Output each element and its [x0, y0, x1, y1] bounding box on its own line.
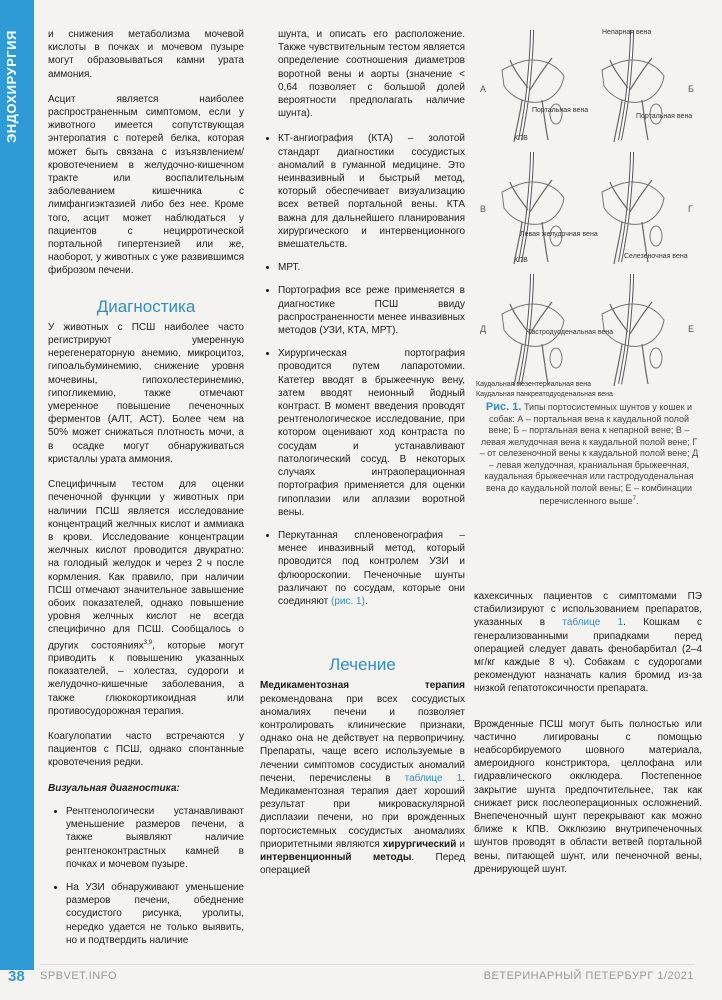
figure-link[interactable]: (рис. 1) [331, 595, 365, 607]
list-item: • Перкутанная спленовенография – менее инвазивный метод, который проводится под контролем УЗИ и флюороскопии. Печеночные шунты различают по сосудам, которые они соединяют (рис. 1). [278, 529, 465, 608]
list-item: • МРТ. [278, 261, 465, 274]
figure-label: Каудальная мезентериальная вена [476, 381, 592, 388]
paragraph: Коагулопатии часто встречаются у пациентов с ПСШ, однако спонтанные кровотечения редки. [48, 731, 244, 769]
paragraph: и снижения метаболизма мочевой кислоты в почках и мочевом пузыре могут образовываться камни урата аммония. [48, 29, 244, 80]
figure-label: Левая желудочная вена [520, 231, 598, 238]
table-link[interactable]: таблице 1 [562, 617, 624, 629]
list-item: • Хирургическая портография проводится путем лапаротомии. Катетер вводят в брыжеечную вену, затем вводят неионный йодный контраст. В момент введения проводят рентгенологическое исследование, при котором оценивают ход контраста по сосудам и устанавливают патологический сосуд. В некоторых случаях интраоперационная портография применяется для оценки гипоплазии или аплазии воротной вены. [278, 347, 465, 519]
paragraph: Врожденные ПСШ могут быть полностью или частично лигированы с помощью неабсорбируемого шовного материала, амероидного констриктора, целлофана или гидравлического окклюдера. Постепенное закрытие шунта предпочтительнее, так как снижает риск послеоперационных осложнений. Внепеченочный шунт перекрывают как можно ближе к КПВ. Окклюзию внутрипеченочных шунтов проводят в области ветвей портальной вены, питающей шунт, или печеночной вены, дренирующей шунт. [474, 718, 702, 875]
table-link[interactable]: таблице 1 [404, 772, 463, 784]
section-sidebar [0, 0, 34, 970]
figure-label: Портальная вена [532, 107, 589, 114]
figure-caption-label: Рис. 1. [485, 401, 522, 413]
column-2 [260, 28, 465, 889]
figure-panel-label: В [480, 204, 487, 214]
site-link[interactable]: SPBVET.INFO [40, 970, 118, 982]
figure-label: Селезеночная вена [624, 253, 688, 260]
heading-diagnostics: Диагностика [96, 296, 196, 316]
citation: 3,9 [143, 639, 153, 646]
paragraph: шунта, и описать его расположение. Также чувствительным тестом является определение соотношения диаметров воротной вены и аорты (значение < 0,64 позволяет с большой долей вероятности предполагать наличие шунта). [278, 29, 465, 120]
paragraph: Асцит является наиболее распространенным симптомом, если у животного имеется сопутствующая энтеропатия с потерей белка, которая может быть связана с изъязвлением/кровотечением в желудочно-кишечном тракте или воспалительным заболеванием кишечника с лимфангиэктазией либо без нее. Кроме того, асцит может наблюдаться у пациентов с нецирротической портальной гипертензией или же, наоборот, у животных с уже развившимся фиброзом печени. [48, 93, 244, 277]
heading-treatment: Лечение [329, 655, 396, 675]
paragraph: Медикаментозная терапия рекомендована при всех сосудистых аномалиях печени и позволяет контролировать клинические признаки, однако она не действует на первопричину. Препараты, чаще всего используемые в лечении симптомов сосудистых аномалий печени, перечислены в таблице 1. Медикаментозная терапия дает хороший результат при микроваскулярной дисплазии печени, но при врожденных портосистемных сосудистых аномалиях приоритетными являются хирургический и интервенционный методы. Перед операцией [260, 680, 466, 877]
list-item: • Портография все реже применяется в диагностике ПСШ ввиду распространенности менее инвазивных методов (УЗИ, КТА, МРТ). [278, 284, 465, 337]
figure-label: Каудальная панкреатодуоденальная вена [476, 391, 613, 398]
list-item: • Рентгенологически устанавливают уменьшение размеров печени, а также выявляют наличие рентгеноконтрастных камней в почках и мочевом пузыре. [66, 805, 244, 871]
figure-caption: Рис. 1. Типы портосистемных шунтов у кошек и собак: А – портальная вена к каудальной полой вене; Б – портальная вена к непарной вене; В – левая желудочная вена к каудальной полой вене; Г – от селезеночной вены к каудальной полой вене; Д – левая желудочная, краниальная брыжеечная, каудальная брыжеечная или гастродуоденальная вена до каудальной полой вены; Е – комбинации перечисленного выше$^7$. [479, 401, 699, 506]
page-number: 38 [8, 968, 25, 985]
figure-panel-label: Е [688, 324, 695, 334]
column-1 [48, 28, 244, 957]
subheading-visual: Визуальная диагностика: [48, 782, 180, 794]
paragraph: Специфичным тестом для оценки печеночной функции у животных при наличии ПСШ является исследование концентраций желчных кислот и аммиака в крови. Исследование концентрации желчных кислот проводится двукратно: на голодный желудок и через 2 ч после кормления. Как правило, при наличии ПСШ отмечают значительное завышение обоих показателей, однако повышение уровня желчных кислот не всегда специфично для ПСШ. Сообщалось о других состояниях$^{3,9}$, которые могут приводить к повышению указанных показателей, – холестаз, судороги и желудочно-кишечные заболевания, а также глюкокортикоидная или противосудорожная терапия. [48, 479, 245, 717]
paragraph: кахексичных пациентов с симптомами ПЭ стабилизируют с использованием препаратов, указанных в таблице 1. Кошкам с генерализованными припадками перед операцией следует давать фенобарбитал (2–4 мг/кг каждые 8 ч). Собакам с судорогами рекомендуют назначать калия бромид из-за низкой гепатотоксичности препарата. [474, 591, 703, 695]
figure-panel-label: Г [688, 204, 693, 214]
paragraph: У животных с ПСШ наиболее часто регистрируют умеренную нерегенераторную анемию, микроцитоз, гипоальбуминемию, снижение уровня мочевины, гипохолестеринемию, гипогликемию, также отмечают умеренное повышение печеночных ферментов (АЛТ, АСТ). Более чем на 50% может снижаться плотность мочи, а в осадке могут обнаруживаться кристаллы урата аммония. [48, 321, 244, 465]
figure-label: КПВ [514, 135, 528, 142]
magazine-title: ВЕТЕРИНАРНЫЙ ПЕТЕРБУРГ 1/2021 [483, 970, 694, 982]
figure-panel-label: Б [688, 84, 694, 94]
figure-panel-label: Д [480, 324, 487, 334]
column-3 [474, 590, 702, 888]
footer-divider [40, 964, 694, 965]
figure-panel-label: А [480, 84, 487, 94]
figure-label: КПВ [514, 257, 528, 264]
figure-label: Портальная вена [636, 113, 693, 120]
list-item: • КТ-ангиография (КТА) – золотой стандарт диагностики сосудистых аномалий в гуманной медицине. Это неинвазивный и быстрый метод, который обеспечивает визуализацию всех ветвей портальной вены. КТА важна для дальнейшего планирования хирургического и интервенционного вмешательств. [278, 132, 465, 251]
figure-label: Непарная вена [602, 29, 652, 36]
shunt-diagram [474, 22, 702, 402]
figure-shunt-types [474, 22, 702, 402]
page-footer [0, 960, 722, 1000]
bullet-list [260, 132, 465, 608]
list-item: • На УЗИ обнаруживают уменьшение размеров печени, обеднение сосудистого рисунка, уролиты, нередко удается не только выявить, но и подтвердить наличие [66, 881, 244, 947]
figure-label: Гастродуоденальная вена [528, 329, 614, 336]
bullet-list [48, 805, 244, 947]
section-title: ЭНДОХИРУРГИЯ [4, 30, 19, 143]
